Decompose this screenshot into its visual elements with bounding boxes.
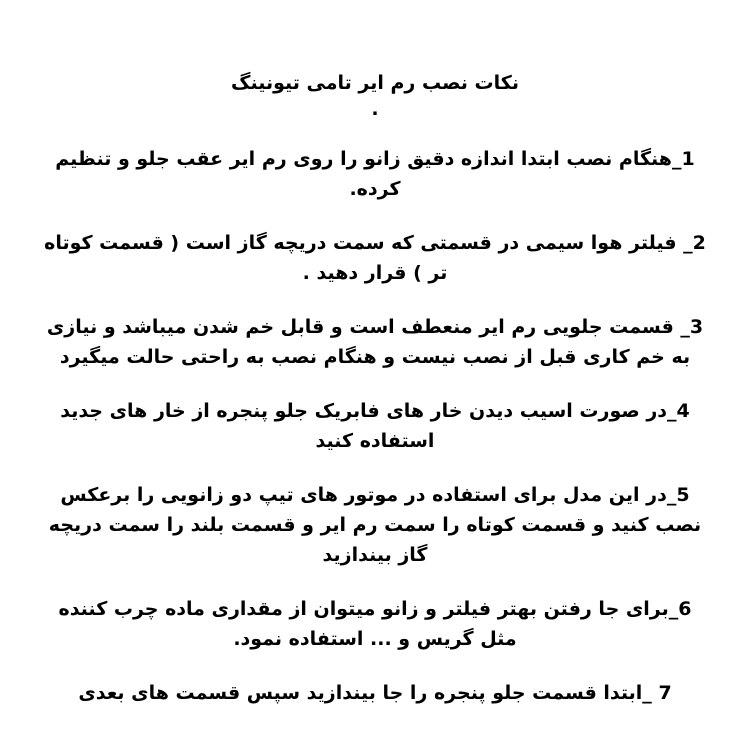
separator-dot: . (371, 98, 379, 120)
instruction-item-6: 6_برای جا رفتن بهتر فیلتر و زانو میتوان از مقداری ماده چرب کننده مثل گریس و ... استفاده نمود. (58, 598, 692, 650)
instruction-item-5: 5_در این مدل برای استفاده در موتور های تیپ دو زانویی را برعکس نصب کنید و قسمت کوتاه را سمت رم ایر و قسمت بلند را سمت دریچه گاز بیندازید (48, 484, 702, 566)
document-title: نکات نصب رم ایر تامی تیونینگ (231, 72, 519, 94)
instruction-item-1: 1_هنگام نصب ابتدا اندازه دقیق زانو را روی رم ایر عقب جلو و تنظیم کرده. (55, 148, 695, 200)
instruction-item-7: 7 _ابتدا قسمت جلو پنجره را جا بیندازید سپس قسمت های بعدی (78, 682, 672, 704)
instruction-item-2: 2_ فیلتر هوا سیمی در قسمتی که سمت دریچه گاز است ( قسمت کوتاه تر ) قرار دهید . (44, 232, 706, 284)
instruction-item-3: 3_ قسمت جلویی رم ایر منعطف است و قابل خم شدن میباشد و نیازی به خم کاری قبل از نصب نیست و هنگام نصب به راحتی حالت میگیرد (46, 316, 704, 368)
instruction-item-4: 4_در صورت اسیب دیدن خار های فابریک جلو پنجره از خار های جدید استفاده کنید (60, 400, 690, 452)
